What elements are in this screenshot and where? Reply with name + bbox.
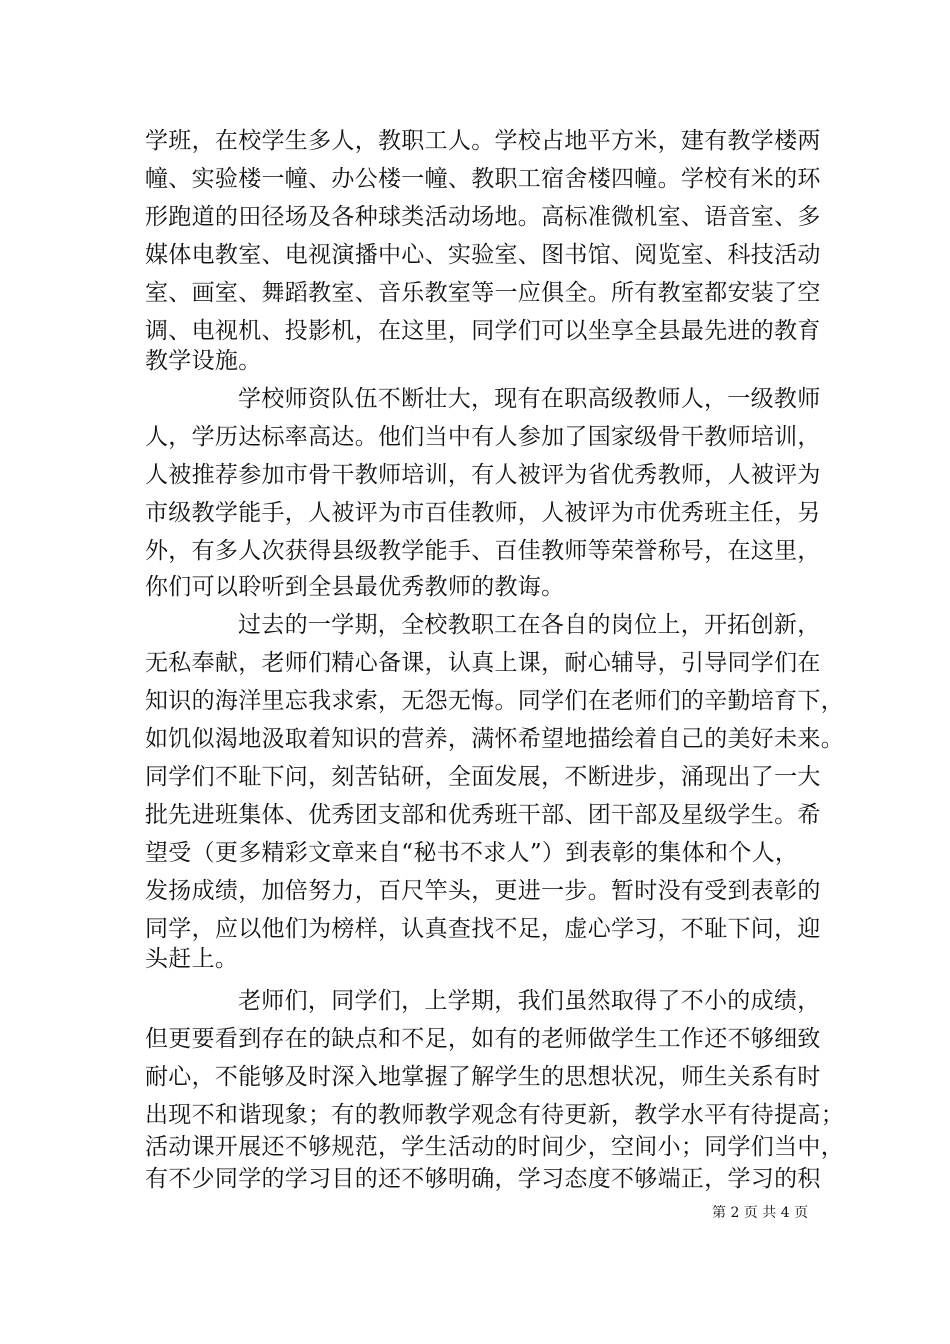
- paragraph-2-line-6: 你们可以聆听到全县最优秀教师的教诲。: [145, 574, 565, 600]
- paragraph-2-line-1: 学校师资队伍不断壮大，现有在职高级教师人，一级教师: [238, 386, 821, 412]
- paragraph-4-line-6: 有不少同学的学习目的还不够明确，学习态度不够端正，学习的积: [145, 1166, 821, 1192]
- paragraph-4-line-3: 耐心，不能够及时深入地掌握了解学生的思想状况，师生关系有时: [145, 1064, 821, 1090]
- paragraph-3-line-3: 知识的海洋里忘我求索，无怨无悔。同学们在老师们的辛勤培育下，: [145, 688, 844, 714]
- paragraph-2-line-2: 人，学历达标率高达。他们当中有人参加了国家级骨干教师培训，: [145, 424, 821, 450]
- paragraph-3-line-10: 头赶上。: [145, 946, 239, 972]
- paragraph-3-line-1: 过去的一学期，全校教职工在各自的岗位上，开拓创新，: [238, 612, 821, 638]
- paragraph-3-line-4: 如饥似渴地汲取着知识的营养，满怀希望地描绘着自己的美好未来。: [145, 726, 844, 752]
- paragraph-1-line-7: 教学设施。: [145, 348, 262, 374]
- paragraph-3-line-2: 无私奉献，老师们精心备课，认真上课，耐心辅导，引导同学们在: [145, 650, 821, 676]
- paragraph-3-line-6: 批先进班集体、优秀团支部和优秀班干部、团干部及星级学生。希: [145, 802, 821, 828]
- paragraph-1-line-2: 幢、实验楼一幢、办公楼一幢、教职工宿舍楼四幢。学校有米的环: [145, 166, 821, 192]
- paragraph-4-line-1: 老师们，同学们，上学期，我们虽然取得了不小的成绩，: [238, 988, 821, 1014]
- paragraph-1-line-1: 学班，在校学生多人，教职工人。学校占地平方米，建有教学楼两: [145, 128, 821, 154]
- paragraph-2-line-3: 人被推荐参加市骨干教师培训，有人被评为省优秀教师，人被评为: [145, 462, 821, 488]
- paragraph-1-line-3: 形跑道的田径场及各种球类活动场地。高标准微机室、语音室、多: [145, 204, 821, 230]
- paragraph-3-line-7: 望受（更多精彩文章来自“秘书不求人”）到表彰的集体和个人，: [145, 840, 799, 866]
- paragraph-4-line-4: 出现不和谐现象；有的教师教学观念有待更新，教学水平有待提高；: [145, 1102, 844, 1128]
- paragraph-2-line-4: 市级教学能手，人被评为市百佳教师，人被评为市优秀班主任，另: [145, 500, 821, 526]
- paragraph-3-line-5: 同学们不耻下问，刻苦钻研，全面发展，不断进步，涌现出了一大: [145, 764, 821, 790]
- paragraph-4-line-2: 但更要看到存在的缺点和不足，如有的老师做学生工作还不够细致: [145, 1026, 821, 1052]
- paragraph-2-line-5: 外，有多人次获得县级教学能手、百佳教师等荣誉称号，在这里，: [145, 538, 821, 564]
- paragraph-1-line-6: 调、电视机、投影机，在这里，同学们可以坐享全县最先进的教育: [145, 318, 821, 344]
- paragraph-1-line-5: 室、画室、舞蹈教室、音乐教室等一应俱全。所有教室都安装了空: [145, 280, 821, 306]
- paragraph-1-line-4: 媒体电教室、电视演播中心、实验室、图书馆、阅览室、科技活动: [145, 242, 821, 268]
- paragraph-4-line-5: 活动课开展还不够规范，学生活动的时间少，空间小；同学们当中，: [145, 1134, 844, 1160]
- paragraph-3-line-8: 发扬成绩，加倍努力，百尺竿头，更进一步。暂时没有受到表彰的: [145, 878, 821, 904]
- paragraph-3-line-9: 同学，应以他们为榜样，认真查找不足，虚心学习，不耻下问，迎: [145, 916, 821, 942]
- page-number-footer: 第 2 页 共 4 页: [712, 1205, 809, 1221]
